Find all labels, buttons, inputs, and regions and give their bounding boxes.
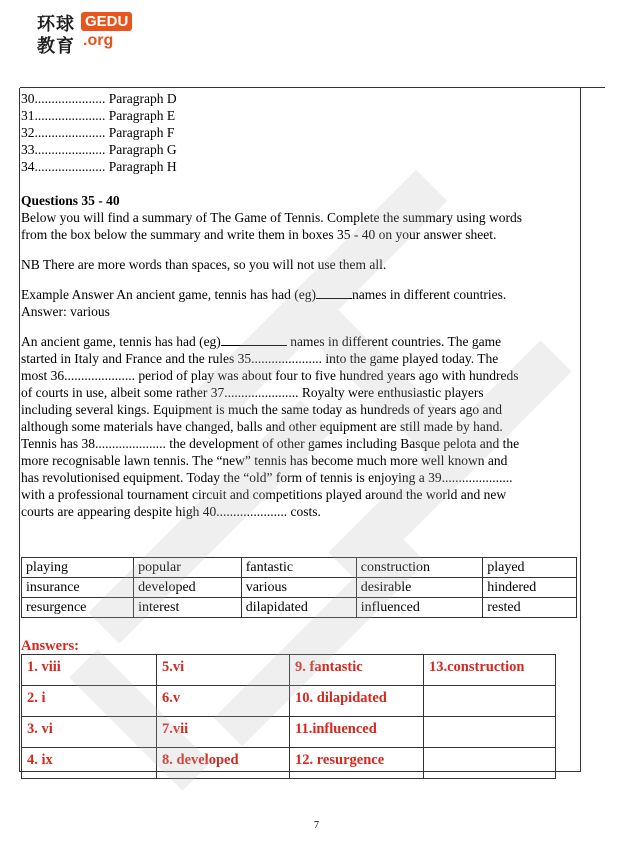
word-cell: desirable [356,578,482,598]
logo-domain: .org [83,32,114,49]
questions-heading: Questions 35 - 40 [21,193,120,208]
summary-paragraph [21,333,577,520]
answers-table [21,654,556,779]
answers-label: Answers: [21,638,79,654]
summary-line: of courts in use, albeit some rather 37...................... Royalty were enthusiastic players [21,385,484,400]
word-cell: fantastic [241,558,356,578]
word-cell: dilapidated [241,598,356,618]
answers-row [22,655,556,686]
document-body [21,90,577,520]
word-cell: interest [134,598,242,618]
example-text: Example Answer An ancient game, tennis has had (eg) [21,287,317,302]
word-cell: influenced [356,598,482,618]
answer-cell: 5.vi [157,655,290,686]
summary-line: has revolutionised equipment. Today the “old” form of tennis is enjoying a 39..................... [21,470,513,485]
summary-line [21,333,577,350]
answer-cell: 2. i [22,686,157,717]
nb-note: NB There are more words than spaces, so you will not use them all. [21,257,387,272]
instruction-line: from the box below the summary and write them in boxes 35 - 40 on your answer sheet. [21,227,497,242]
word-box-table [21,557,577,618]
answer-cell: 4. ix [22,748,157,779]
logo-brand-badge: GEDU [81,12,132,31]
paragraph-answer-line: 30..................... Paragraph D [21,91,177,106]
paragraph-answer-list [21,90,577,175]
word-cell: resurgence [22,598,134,618]
answer-cell: 11.influenced [290,717,424,748]
answer-cell: 7.vii [157,717,290,748]
word-cell: hindered [483,578,577,598]
word-cell: playing [22,558,134,578]
summary-line: with a professional tournament circuit and competitions played around the world and new [21,487,507,502]
summary-text: An ancient game, tennis has had (eg) [21,334,221,349]
answer-cell: 9. fantastic [290,655,424,686]
summary-text-end: names in different countries. The game [286,334,502,349]
instruction-line: Below you will find a summary of The Game of Tennis. Complete the summary using words [21,210,522,225]
answer-cell [424,686,556,717]
word-cell: construction [356,558,482,578]
word-box-row [22,578,577,598]
summary-line: courts are appearing despite high 40..................... costs. [21,504,321,519]
example-blank [316,286,352,299]
answer-cell: 1. viii [22,655,157,686]
answer-cell [424,717,556,748]
answer-cell: 10. dilapidated [290,686,424,717]
answer-cell: 12. resurgence [290,748,424,779]
page-number: 7 [314,820,319,831]
answers-row [22,717,556,748]
answers-row [22,748,556,779]
example-answer: Answer: various [21,304,110,319]
word-box-row [22,558,577,578]
answer-cell: 8. developed [157,748,290,779]
word-cell: various [241,578,356,598]
answer-cell [424,748,556,779]
summary-line: more recognisable lawn tennis. The “new” tennis has become much more well known and [21,453,508,468]
logo-chinese-top: 环球 [37,14,75,35]
word-cell: played [483,558,577,578]
example-line [21,286,577,303]
example-text-end: names in different countries. [352,287,507,302]
paragraph-answer-line: 33..................... Paragraph G [21,142,177,157]
word-cell: insurance [22,578,134,598]
summary-line: although some materials have changed, balls and other equipment are still made by hand. [21,419,503,434]
word-cell: popular [134,558,242,578]
summary-line: started in Italy and France and the rules 35..................... into the game played today. The [21,351,499,366]
paragraph-answer-line: 34..................... Paragraph H [21,159,177,174]
paragraph-answer-line: 31..................... Paragraph E [21,108,176,123]
summary-line: Tennis has 38..................... the development of other games including Basque pelota and the [21,436,520,451]
gedu-logo [37,10,133,56]
summary-blank [221,333,287,346]
word-box-row [22,598,577,618]
summary-line: most 36..................... period of play was about four to five hundred years ago with hundreds [21,368,519,383]
answer-cell: 13.construction [424,655,556,686]
logo-chinese-bottom: 教育 [37,36,75,57]
word-cell: developed [134,578,242,598]
answer-cell: 6.v [157,686,290,717]
paragraph-answer-line: 32..................... Paragraph F [21,125,175,140]
answers-row [22,686,556,717]
summary-line: including several kings. Equipment is much the same today as hundreds of years ago and [21,402,503,417]
answer-cell: 3. vi [22,717,157,748]
word-cell: rested [483,598,577,618]
